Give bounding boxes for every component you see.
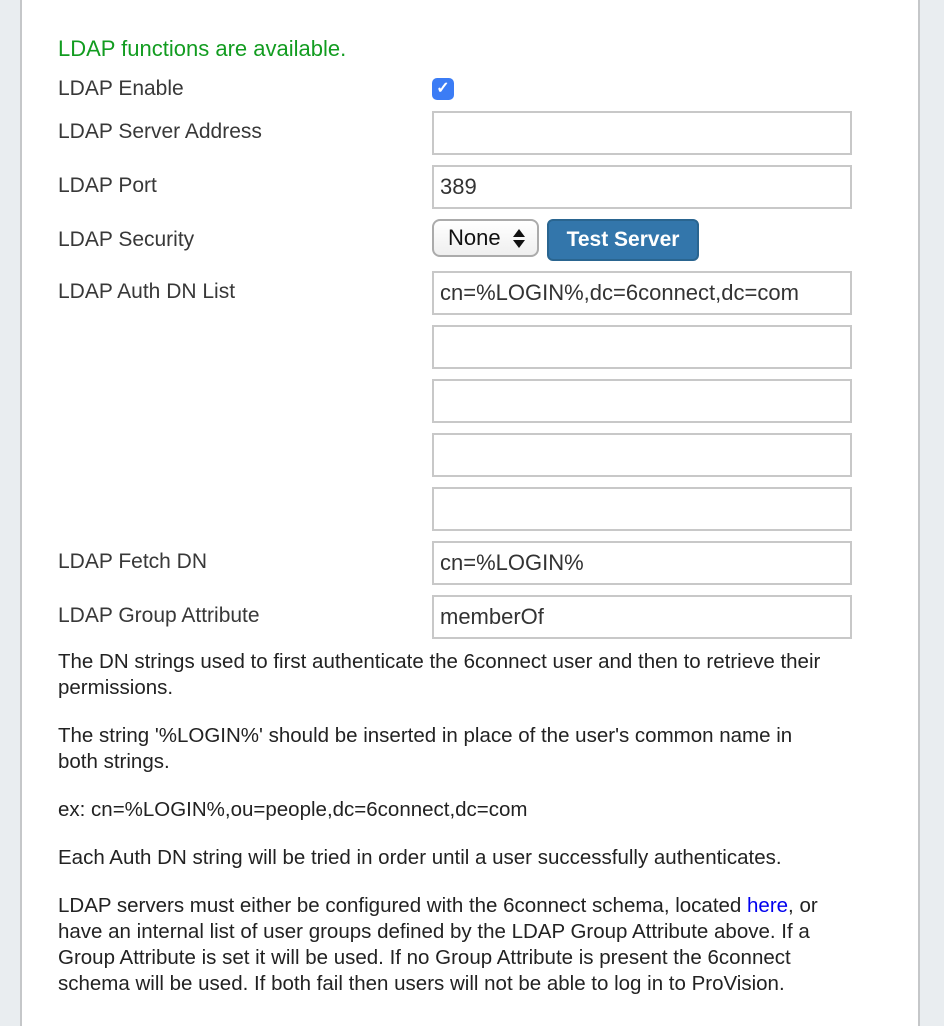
row-ldap-auth-dn-list (58, 271, 918, 531)
ldap-security-selected-value: None (448, 225, 501, 250)
help-paragraph-login-placeholder: The string '%LOGIN%' should be inserted in place of the user's common name in both strings. (58, 724, 793, 773)
field-label-ldap-server-address: LDAP Server Address (58, 120, 262, 143)
help-paragraph-auth-order: Each Auth DN string will be tried in order until a user successfully authenticates. (58, 846, 782, 869)
ldap-settings-form (22, 0, 918, 997)
field-label-ldap-group-attribute: LDAP Group Attribute (58, 604, 260, 627)
row-ldap-group-attribute (58, 595, 918, 639)
ldap-auth-dn-input-5[interactable] (432, 487, 852, 531)
here-link[interactable]: here (747, 894, 789, 917)
row-ldap-enable (58, 76, 918, 102)
ldap-auth-dn-input-1[interactable] (432, 271, 852, 315)
row-ldap-security (58, 219, 918, 261)
help-text-section (58, 649, 918, 997)
ldap-port-input[interactable] (432, 165, 852, 209)
ldap-security-select[interactable] (432, 219, 539, 257)
row-ldap-server-address (58, 111, 918, 155)
schema-line1-pre: LDAP servers must either be configured with the 6connect schema, located (58, 894, 748, 917)
test-server-button[interactable]: Test Server (547, 219, 700, 261)
field-label-ldap-fetch-dn: LDAP Fetch DN (58, 550, 207, 573)
ldap-server-address-input[interactable] (432, 111, 852, 155)
select-updown-arrows-icon (513, 229, 525, 248)
status-message: LDAP functions are available. (58, 36, 347, 61)
field-label-ldap-enable: LDAP Enable (58, 77, 184, 100)
help-paragraph-schema: LDAP servers must either be configured with the 6connect schema, located here, or have an internal list of user groups defined by the LDAP Group Attribute above. If a Group Attribute is set it will be used. If no Group Attribute is present the 6connect schema will be used. If both fail then users will not be able to log in to ProVision. (58, 894, 818, 995)
ldap-auth-dn-input-4[interactable] (432, 433, 852, 477)
settings-panel (20, 0, 920, 1026)
field-label-ldap-port: LDAP Port (58, 174, 157, 197)
row-ldap-fetch-dn (58, 541, 918, 585)
row-ldap-port (58, 165, 918, 209)
ldap-auth-dn-input-2[interactable] (432, 325, 852, 369)
field-label-ldap-auth-dn-list: LDAP Auth DN List (58, 280, 236, 303)
help-paragraph-example: ex: cn=%LOGIN%,ou=people,dc=6connect,dc=com (58, 798, 528, 821)
security-controls (432, 219, 699, 261)
field-label-ldap-security: LDAP Security (58, 228, 195, 251)
help-paragraph-dn-strings: The DN strings used to first authenticate the 6connect user and then to retrieve their permissions. (58, 650, 821, 699)
auth-dn-input-list (432, 271, 852, 531)
ldap-fetch-dn-input[interactable] (432, 541, 852, 585)
schema-line1-post: , or (788, 894, 818, 917)
ldap-enable-checkbox[interactable] (432, 78, 454, 100)
check-icon: ✓ (436, 80, 450, 97)
ldap-group-attribute-input[interactable] (432, 595, 852, 639)
ldap-auth-dn-input-3[interactable] (432, 379, 852, 423)
